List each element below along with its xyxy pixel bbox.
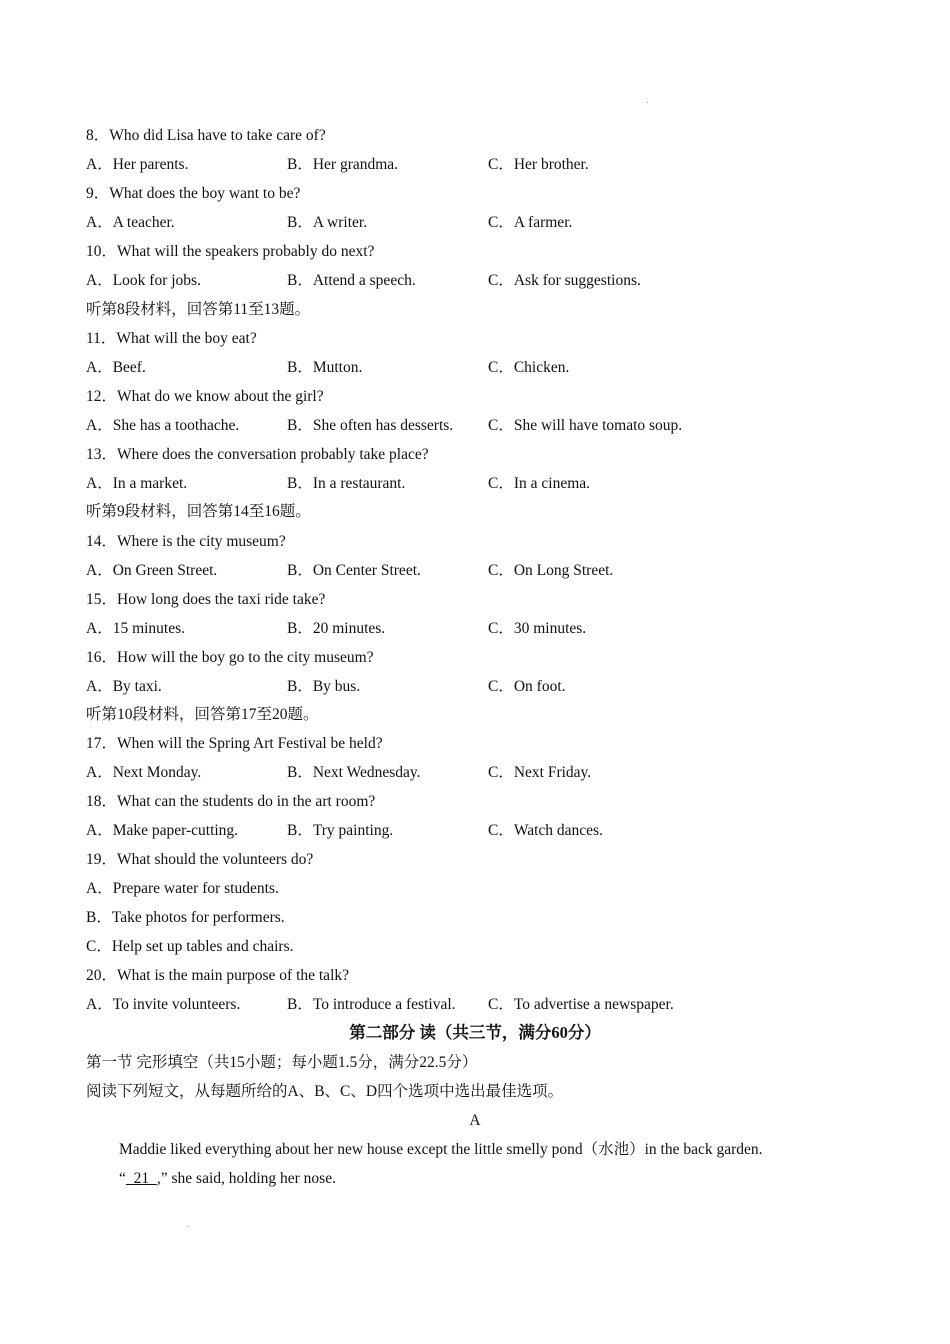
option-b: B．A writer. <box>287 214 368 231</box>
option-b: B．Mutton. <box>287 359 363 376</box>
question-10-stem: 10．What will the speakers probably do next? <box>86 243 375 260</box>
option-a: A．On Green Street. <box>86 562 218 579</box>
instruction-segment-9: 听第9段材料，回答第14至16题。 <box>86 503 311 520</box>
question-11-stem: 11．What will the boy eat? <box>86 330 257 347</box>
option-c: C．Her brother. <box>488 156 589 173</box>
option-b: B．Attend a speech. <box>287 272 416 289</box>
passage-label: A <box>469 1112 481 1129</box>
option-c: C．To advertise a newspaper. <box>488 996 674 1013</box>
option-b: B．By bus. <box>287 678 361 695</box>
section-one-title: 第一节 完形填空（共15小题；每小题1.5分，满分22.5分） <box>86 1054 478 1071</box>
option-c: C．Next Friday. <box>488 764 592 781</box>
option-a: A．By taxi. <box>86 678 162 695</box>
question-19-stem: 19．What should the volunteers do? <box>86 851 314 868</box>
question-18-stem: 18．What can the students do in the art room? <box>86 793 376 810</box>
question-15-stem: 15．How long does the taxi ride take? <box>86 591 326 608</box>
option-c: C．On foot. <box>488 678 566 695</box>
question-9-stem: 9．What does the boy want to be? <box>86 185 301 202</box>
question-19-option-b: B．Take photos for performers. <box>86 909 285 926</box>
passage-paragraph-2 <box>119 1169 336 1189</box>
option-b: B．She often has desserts. <box>287 417 454 434</box>
passage-paragraph-1: Maddie liked everything about her new house except the little smelly pond（水池）in the back garden. <box>119 1141 763 1158</box>
option-c: C．Ask for suggestions. <box>488 272 641 289</box>
option-a: A．In a market. <box>86 475 188 492</box>
instruction-segment-8: 听第8段材料，回答第11至13题。 <box>86 301 311 318</box>
question-19-option-c: C．Help set up tables and chairs. <box>86 938 294 955</box>
option-c: C．30 minutes. <box>488 620 587 637</box>
option-b: B．Try painting. <box>287 822 394 839</box>
question-13-stem: 13．Where does the conversation probably take place? <box>86 446 429 463</box>
reading-directions: 阅读下列短文，从每题所给的A、B、C、D四个选项中选出最佳选项。 <box>86 1083 564 1100</box>
part-two-heading: 第二部分 读（共三节，满分60分） <box>349 1023 601 1042</box>
question-12-stem: 12．What do we know about the girl? <box>86 388 324 405</box>
paragraph-2-text: ,” she said, holding her nose. <box>156 1170 336 1187</box>
option-b: B．20 minutes. <box>287 620 386 637</box>
option-c: C．She will have tomato soup. <box>488 417 683 434</box>
option-a: A．Make paper-cutting. <box>86 822 239 839</box>
option-b: B．Her grandma. <box>287 156 399 173</box>
question-20-stem: 20．What is the main purpose of the talk? <box>86 967 350 984</box>
option-b: B．On Center Street. <box>287 562 421 579</box>
option-a: A．A teacher. <box>86 214 175 231</box>
blank-21: 21 <box>125 1170 157 1187</box>
question-8-stem: 8．Who did Lisa have to take care of? <box>86 127 326 144</box>
option-c: C．In a cinema. <box>488 475 591 492</box>
option-a: A．Look for jobs. <box>86 272 201 289</box>
option-c: C．A farmer. <box>488 214 573 231</box>
option-b: B．Next Wednesday. <box>287 764 421 781</box>
open-quote: “ <box>119 1170 126 1187</box>
option-a: A．Next Monday. <box>86 764 202 781</box>
scan-speck <box>647 102 648 103</box>
scan-speck <box>187 1226 188 1227</box>
option-a: A．Beef. <box>86 359 146 376</box>
question-17-stem: 17．When will the Spring Art Festival be held? <box>86 735 383 752</box>
option-c: C．On Long Street. <box>488 562 614 579</box>
option-b: B．In a restaurant. <box>287 475 406 492</box>
option-a: A．Her parents. <box>86 156 189 173</box>
option-c: C．Watch dances. <box>488 822 603 839</box>
question-19-option-a: A．Prepare water for students. <box>86 880 279 897</box>
instruction-segment-10: 听第10段材料，回答第17至20题。 <box>86 706 319 723</box>
option-a: A．To invite volunteers. <box>86 996 241 1013</box>
option-c: C．Chicken. <box>488 359 570 376</box>
option-a: A．She has a toothache. <box>86 417 240 434</box>
question-14-stem: 14．Where is the city museum? <box>86 533 286 550</box>
option-a: A．15 minutes. <box>86 620 186 637</box>
option-b: B．To introduce a festival. <box>287 996 456 1013</box>
question-16-stem: 16．How will the boy go to the city museum? <box>86 649 374 666</box>
